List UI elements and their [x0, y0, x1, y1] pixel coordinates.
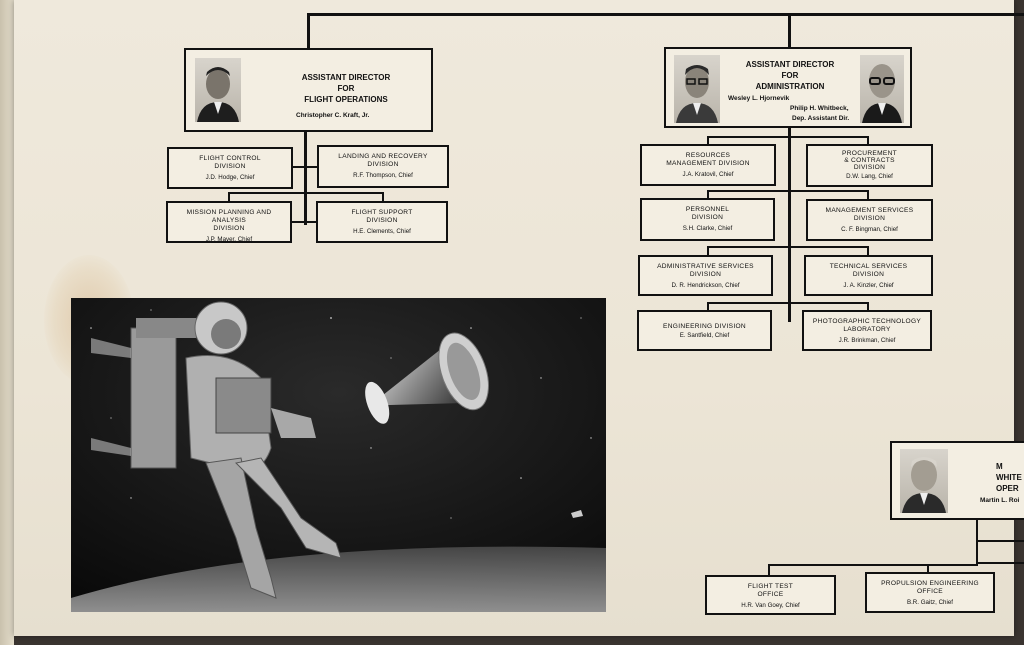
administration-header-box: [664, 47, 912, 128]
division-box: [802, 310, 932, 351]
division-title: PROCUREMENT & CONTRACTS DIVISION: [842, 150, 897, 171]
connector: [976, 562, 1024, 564]
division-box: [317, 145, 449, 188]
deputy-title: Dep. Assistant Dir.: [792, 115, 850, 122]
hjornevik-portrait: [674, 55, 720, 123]
division-box: [637, 310, 772, 351]
connector: [976, 518, 978, 566]
division-title: MISSION PLANNING AND ANALYSIS DIVISION: [186, 209, 272, 232]
division-chief: R.F. Thompson, Chief: [353, 172, 413, 179]
office-title: FLIGHT TEST OFFICE: [747, 583, 794, 598]
connector: [228, 192, 384, 194]
division-title: FLIGHT CONTROL DIVISION: [199, 155, 261, 170]
flight-operations-title: ASSISTANT DIRECTOR FOR FLIGHT OPERATIONS: [301, 73, 391, 104]
office-title: PROPULSION ENGINEERING OFFICE: [881, 580, 979, 595]
connector: [867, 246, 869, 255]
division-title: RESOURCES MANAGEMENT DIVISION: [666, 152, 750, 167]
flight-operations-name: Christopher C. Kraft, Jr.: [296, 112, 370, 119]
division-chief: J.R. Brinkman, Chief: [838, 337, 896, 344]
connector: [788, 126, 791, 322]
office-chief: H.R. Van Goey, Chief: [741, 602, 800, 609]
whitbeck-portrait: [860, 55, 904, 123]
division-chief: J. A. Kinzler, Chief: [843, 282, 894, 289]
connector: [707, 246, 709, 255]
top-connector: [307, 13, 1024, 16]
connector: [304, 130, 307, 225]
white-sands-name-fragment: Martin L. Roi: [980, 497, 1020, 504]
division-box: [638, 255, 773, 296]
division-title: TECHNICAL SERVICES DIVISION: [829, 263, 908, 278]
flight-operations-header-box: [184, 48, 433, 132]
division-chief: J.A. Kratovil, Chief: [682, 171, 734, 178]
administration-title: ASSISTANT DIRECTOR FOR ADMINISTRATION: [745, 60, 835, 91]
division-chief: S.H. Clarke, Chief: [682, 225, 733, 232]
kraft-portrait: [195, 58, 241, 122]
connector: [707, 246, 869, 248]
connector: [307, 13, 310, 49]
division-chief: J.D. Hodge, Chief: [205, 174, 255, 181]
white-sands-manager-portrait: [900, 449, 948, 513]
division-chief: J.P. Mayer, Chief: [205, 236, 253, 243]
division-box: [167, 147, 293, 189]
division-title: ADMINISTRATIVE SERVICES DIVISION: [657, 263, 754, 278]
connector: [976, 540, 1024, 542]
division-title: LANDING AND RECOVERY DIVISION: [338, 153, 428, 168]
astronaut-spacecraft-illustration: [71, 298, 606, 612]
division-box: [806, 199, 933, 241]
division-chief: H.E. Clements, Chief: [353, 228, 411, 235]
division-box: [640, 144, 776, 186]
division-box: [804, 255, 933, 296]
division-chief: D.W. Lang, Chief: [846, 173, 893, 180]
connector: [292, 166, 318, 168]
division-chief: D. R. Hendrickson, Chief: [671, 282, 740, 289]
division-box: [316, 201, 448, 243]
white-sands-title-fragment: M WHITE OPER: [996, 462, 1022, 493]
administration-name: Wesley L. Hjornevik: [728, 95, 790, 102]
connector: [707, 302, 869, 304]
office-box: [865, 572, 995, 613]
division-box: [640, 198, 775, 241]
division-box: [166, 201, 292, 243]
connector: [707, 190, 869, 192]
connector: [707, 136, 869, 138]
page-edge: [0, 0, 14, 645]
white-sands-header-box: [890, 441, 1024, 520]
division-chief: C. F. Bingman, Chief: [841, 226, 898, 233]
deputy-name: Philip H. Whitbeck,: [790, 105, 849, 112]
division-title: FLIGHT SUPPORT DIVISION: [351, 209, 413, 224]
connector: [867, 190, 869, 199]
division-title: MANAGEMENT SERVICES DIVISION: [825, 207, 914, 222]
division-box: [806, 144, 933, 187]
connector: [768, 564, 978, 566]
division-chief: E. Santfield, Chief: [679, 332, 730, 339]
division-title: ENGINEERING DIVISION: [663, 323, 746, 330]
division-title: PHOTOGRAPHIC TECHNOLOGY LABORATORY: [812, 318, 922, 333]
connector: [788, 13, 791, 49]
division-title: PERSONNEL DIVISION: [685, 206, 730, 221]
office-chief: B.R. Gaitz, Chief: [906, 599, 954, 606]
connector: [292, 221, 318, 223]
office-box: [705, 575, 836, 615]
